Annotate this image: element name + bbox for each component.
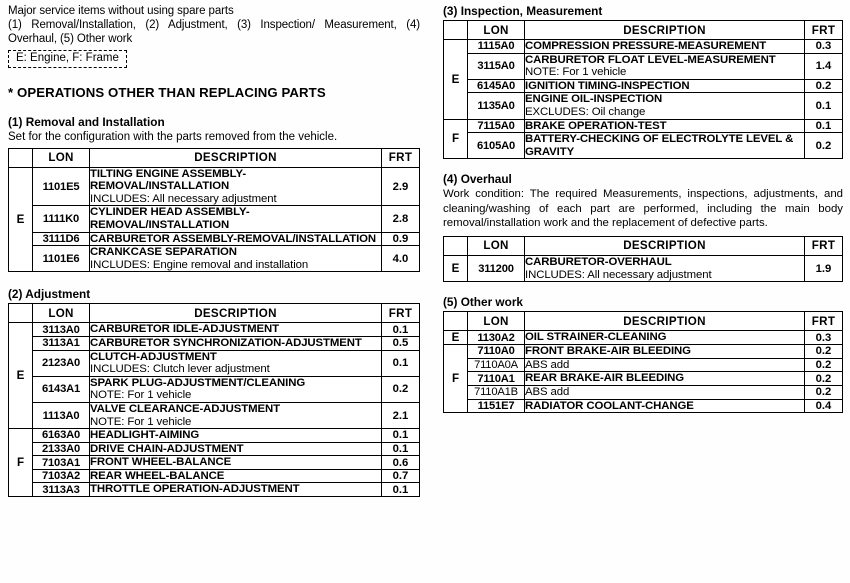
cell-lon: 6163A0 [33, 429, 90, 443]
cell-description [525, 79, 805, 93]
cell-description [90, 376, 382, 402]
table-row [444, 133, 843, 159]
cell-description [525, 53, 805, 79]
cell-description [90, 167, 382, 206]
description-note: NOTE: For 1 vehicle [525, 66, 627, 79]
table-row [9, 442, 420, 456]
cell-frt: 0.2 [805, 79, 843, 93]
description-main: CRANKCASE SEPARATION [90, 246, 237, 259]
cell-frt: 0.2 [382, 376, 420, 402]
left-column [8, 4, 420, 497]
cell-description [90, 429, 382, 443]
cell-frt: 0.7 [382, 469, 420, 483]
cell-lon: 3115A0 [468, 53, 525, 79]
description-main: HEADLIGHT-AIMING [90, 429, 200, 442]
cell-ef-group: E [444, 331, 468, 345]
table-inspection-measurement [443, 20, 843, 159]
cell-ef-group: E [9, 323, 33, 429]
description-main: DRIVE CHAIN-ADJUSTMENT [90, 442, 244, 455]
cell-lon: 1130A2 [468, 331, 525, 345]
description-main: SPARK PLUG-ADJUSTMENT/CLEANING [90, 376, 306, 389]
description-note: NOTE: For 1 vehicle [90, 415, 192, 428]
table-header-row [444, 21, 843, 40]
description-note: INCLUDES: Engine removal and installation [90, 258, 309, 271]
section-heading-adjustment: (2) Adjustment [8, 287, 91, 302]
cell-lon: 6145A0 [468, 79, 525, 93]
description-main: REAR WHEEL-BALANCE [90, 469, 225, 482]
description-main: ENGINE OIL-INSPECTION [525, 93, 663, 106]
header-frt: FRT [805, 312, 843, 331]
header-frt: FRT [805, 236, 843, 255]
table-body-inspection [444, 40, 843, 159]
cell-frt: 0.2 [805, 345, 843, 359]
header-description: DESCRIPTION [90, 148, 382, 167]
table-row [444, 93, 843, 119]
cell-frt: 0.2 [805, 133, 843, 159]
description-note: INCLUDES: Clutch lever adjustment [90, 363, 270, 376]
cell-lon: 1135A0 [468, 93, 525, 119]
table-row [444, 79, 843, 93]
header-lon: LON [33, 148, 90, 167]
description-main: REAR BRAKE-AIR BLEEDING [525, 372, 685, 385]
cell-ef-group: E [9, 167, 33, 272]
header-description: DESCRIPTION [525, 21, 805, 40]
header-lon: LON [468, 236, 525, 255]
table-overhaul [443, 236, 843, 282]
cell-frt: 0.1 [382, 429, 420, 443]
table-row [444, 399, 843, 413]
table-body-removal [9, 167, 420, 272]
cell-frt: 2.1 [382, 402, 420, 428]
cell-description [90, 483, 382, 497]
cell-description [90, 350, 382, 376]
cell-lon: 1101E6 [33, 246, 90, 272]
table-header-row [444, 236, 843, 255]
header-frt: FRT [805, 21, 843, 40]
description-main: ABS add [525, 358, 570, 371]
description-main: BRAKE OPERATION-TEST [525, 119, 667, 132]
table-row [9, 350, 420, 376]
table-row [444, 119, 843, 133]
cell-description [525, 372, 805, 386]
table-row [444, 358, 843, 372]
description-main: RADIATOR COOLANT-CHANGE [525, 399, 694, 412]
header-ef [444, 312, 468, 331]
description-note: EXCLUDES: Oil change [525, 105, 646, 118]
intro-line-2: (1) Removal/Installation, (2) Adjustment, (3) Inspection/ Measurement, (4) Overhaul, (5) Other work [8, 19, 420, 46]
table-row [444, 40, 843, 54]
table-row [444, 345, 843, 359]
table-row [9, 456, 420, 470]
cell-frt: 0.2 [805, 358, 843, 372]
table-row [9, 167, 420, 206]
cell-description [525, 331, 805, 345]
section-heading-inspection: (3) Inspection, Measurement [443, 4, 603, 18]
intro-line-1: Major service items without using spare parts [8, 5, 234, 17]
cell-description [525, 345, 805, 359]
table-body-other-work [444, 331, 843, 413]
table-other-work [443, 311, 843, 413]
cell-description [90, 246, 382, 272]
cell-lon: 311200 [468, 255, 525, 281]
cell-frt: 0.1 [805, 93, 843, 119]
cell-lon: 7110A0 [468, 345, 525, 359]
cell-frt: 2.9 [382, 167, 420, 206]
cell-lon: 7103A2 [33, 469, 90, 483]
table-row [9, 336, 420, 350]
table-adjustment [8, 303, 420, 497]
description-main: TILTING ENGINE ASSEMBLY-REMOVAL/INSTALLATION [90, 167, 247, 193]
header-frt: FRT [382, 304, 420, 323]
description-main: BATTERY-CHECKING OF ELECTROLYTE LEVEL & GRAVITY [525, 133, 794, 158]
cell-frt: 0.1 [382, 350, 420, 376]
cell-ef-group: E [444, 255, 468, 281]
section-heading-removal: (1) Removal and Installation [8, 114, 165, 129]
cell-description [90, 336, 382, 350]
cell-frt: 0.1 [382, 483, 420, 497]
section-subtitle-removal: Set for the configuration with the parts removed from the vehicle. [8, 130, 338, 143]
cell-frt: 0.1 [805, 119, 843, 133]
cell-frt: 0.4 [805, 399, 843, 413]
cell-lon: 1151E7 [468, 399, 525, 413]
cell-description [525, 399, 805, 413]
description-main: CYLINDER HEAD ASSEMBLY-REMOVAL/INSTALLATION [90, 206, 250, 231]
description-note: NOTE: For 1 vehicle [90, 389, 192, 402]
cell-description [90, 323, 382, 337]
table-row [9, 246, 420, 272]
cell-frt: 4.0 [382, 246, 420, 272]
cell-description [525, 119, 805, 133]
header-description: DESCRIPTION [525, 236, 805, 255]
description-note: INCLUDES: All necessary adjustment [90, 192, 277, 205]
cell-ef-group: F [444, 345, 468, 413]
operations-heading: * OPERATIONS OTHER THAN REPLACING PARTS [8, 84, 326, 100]
description-main: CARBURETOR ASSEMBLY-REMOVAL/INSTALLATION [90, 232, 377, 245]
cell-frt: 0.2 [805, 372, 843, 386]
cell-frt: 0.3 [805, 40, 843, 54]
table-row [444, 255, 843, 281]
table-row [444, 385, 843, 399]
table-row [9, 376, 420, 402]
header-lon: LON [468, 312, 525, 331]
cell-lon: 7115A0 [468, 119, 525, 133]
header-lon: LON [468, 21, 525, 40]
cell-lon: 3111D6 [33, 232, 90, 246]
description-main: THROTTLE OPERATION-ADJUSTMENT [90, 483, 300, 496]
header-ef [444, 21, 468, 40]
cell-lon: 1115A0 [468, 40, 525, 54]
table-header-row [444, 312, 843, 331]
cell-lon: 1113A0 [33, 402, 90, 428]
cell-description [90, 456, 382, 470]
section-heading-overhaul: (4) Overhaul [443, 172, 512, 187]
cell-lon: 7103A1 [33, 456, 90, 470]
description-main: CARBURETOR IDLE-ADJUSTMENT [90, 323, 279, 336]
header-description: DESCRIPTION [525, 312, 805, 331]
cell-description [90, 232, 382, 246]
table-header-row [9, 304, 420, 323]
table-row [444, 372, 843, 386]
cell-lon: 2133A0 [33, 442, 90, 456]
table-header-row [9, 148, 420, 167]
header-frt: FRT [382, 148, 420, 167]
description-main: VALVE CLEARANCE-ADJUSTMENT [90, 402, 280, 415]
table-row [9, 429, 420, 443]
header-lon: LON [33, 304, 90, 323]
cell-description [90, 206, 382, 232]
cell-lon: 7110A1B [468, 385, 525, 399]
description-main: IGNITION TIMING-INSPECTION [525, 79, 690, 92]
cell-description [525, 93, 805, 119]
cell-description [90, 469, 382, 483]
table-removal-installation [8, 148, 420, 273]
cell-ef-group: E [444, 40, 468, 120]
overhaul-paragraph: Work condition: The required Measurements, inspections, adjustments, and cleaning/washing of each part are performed, including the main body removal/installation work and the replacement of defective parts. [443, 188, 843, 229]
cell-lon: 7110A1 [468, 372, 525, 386]
description-main: ABS add [525, 385, 570, 398]
cell-lon: 2123A0 [33, 350, 90, 376]
header-ef [9, 148, 33, 167]
cell-lon: 6105A0 [468, 133, 525, 159]
right-column [443, 4, 843, 413]
cell-description [525, 385, 805, 399]
legend-box: E: Engine, F: Frame [8, 50, 127, 68]
cell-frt: 1.4 [805, 53, 843, 79]
cell-description [525, 133, 805, 159]
cell-description [525, 40, 805, 54]
table-row [9, 483, 420, 497]
cell-lon: 3113A3 [33, 483, 90, 497]
table-row [9, 469, 420, 483]
table-row [9, 232, 420, 246]
cell-description [90, 402, 382, 428]
table-row [9, 206, 420, 232]
cell-ef-group: F [9, 429, 33, 497]
cell-frt: 0.1 [382, 442, 420, 456]
table-body-overhaul [444, 255, 843, 281]
cell-description [90, 442, 382, 456]
cell-lon: 3113A0 [33, 323, 90, 337]
description-main: FRONT BRAKE-AIR BLEEDING [525, 345, 691, 358]
table-row [9, 402, 420, 428]
cell-frt: 1.9 [805, 255, 843, 281]
description-main: COMPRESSION PRESSURE-MEASUREMENT [525, 40, 767, 52]
description-main: CARBURETOR FLOAT LEVEL-MEASUREMENT [525, 53, 776, 66]
description-main: CLUTCH-ADJUSTMENT [90, 350, 217, 363]
cell-frt: 0.2 [805, 385, 843, 399]
cell-lon: 1101E5 [33, 167, 90, 206]
cell-frt: 2.8 [382, 206, 420, 232]
cell-lon: 3113A1 [33, 336, 90, 350]
table-row [444, 53, 843, 79]
cell-frt: 0.3 [805, 331, 843, 345]
section-heading-other-work: (5) Other work [443, 295, 523, 310]
description-main: CARBURETOR-OVERHAUL [525, 255, 672, 268]
table-row [444, 331, 843, 345]
cell-lon: 6143A1 [33, 376, 90, 402]
cell-frt: 0.1 [382, 323, 420, 337]
description-note: INCLUDES: All necessary adjustment [525, 268, 712, 281]
cell-lon: 1111K0 [33, 206, 90, 232]
cell-frt: 0.6 [382, 456, 420, 470]
header-ef [9, 304, 33, 323]
header-description: DESCRIPTION [90, 304, 382, 323]
cell-description [525, 255, 805, 281]
cell-lon: 7110A0A [468, 358, 525, 372]
header-ef [444, 236, 468, 255]
description-main: CARBURETOR SYNCHRONIZATION-ADJUSTMENT [90, 336, 362, 349]
cell-ef-group: F [444, 119, 468, 159]
cell-frt: 0.9 [382, 232, 420, 246]
description-main: OIL STRAINER-CLEANING [525, 331, 667, 344]
description-main: FRONT WHEEL-BALANCE [90, 456, 232, 469]
cell-frt: 0.5 [382, 336, 420, 350]
table-body-adjustment [9, 323, 420, 497]
table-row [9, 323, 420, 337]
cell-description [525, 358, 805, 372]
